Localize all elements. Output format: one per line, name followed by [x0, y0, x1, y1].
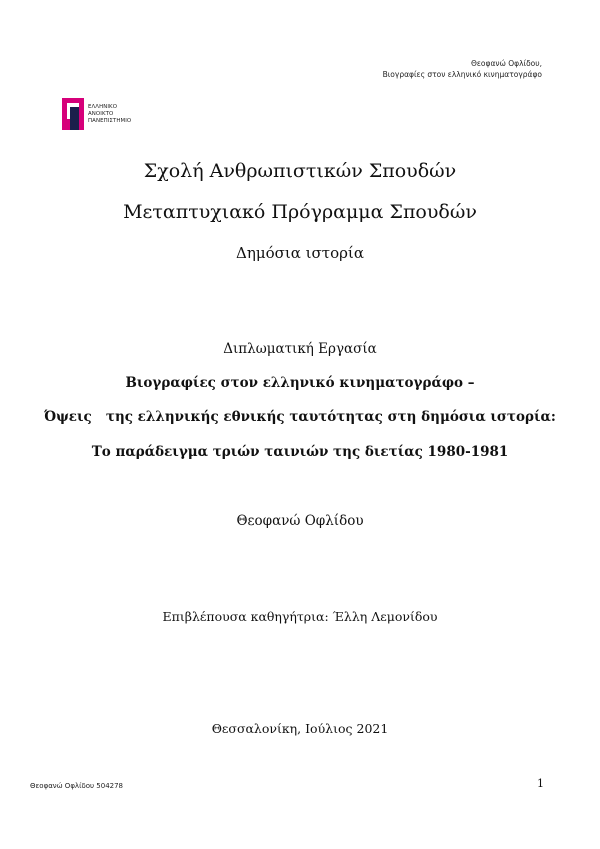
department-name: Δημόσια ιστορία	[236, 244, 364, 262]
header-author: Θεοφανώ Οφλίδου,	[470, 59, 542, 68]
running-header	[383, 58, 542, 80]
page-number: 1	[537, 777, 544, 790]
logo-line: ΑΝΟΙΚΤΟ	[88, 110, 114, 117]
logo-line: ΠΑΝΕΠΙΣΤΗΜΙΟ	[88, 117, 132, 124]
header-title: Βιογραφίες στον ελληνικό κινηματογράφο	[382, 70, 542, 79]
logo-wordmark	[88, 104, 131, 125]
footer-author-id: Θεοφανώ Οφλίδου 504278	[30, 782, 124, 790]
university-logo	[62, 97, 152, 131]
program-name: Μεταπτυχιακό Πρόγραμμα Σπουδών	[123, 201, 477, 223]
logo-emblem-icon	[62, 98, 84, 130]
author-name: Θεοφανώ Οφλίδου	[236, 513, 364, 529]
thesis-title-line: Όψεις της ελληνικής εθνικής ταυτότητας στη δημόσια ιστορία:	[44, 409, 556, 425]
place-date: Θεσσαλονίκη, Ιούλιος 2021	[211, 721, 389, 736]
supervisor: Επιβλέπουσα καθηγήτρια: Έλλη Λεμονίδου	[162, 609, 438, 624]
document-type: Διπλωματική Εργασία	[223, 341, 377, 357]
school-name: Σχολή Ανθρωπιστικών Σπουδών	[143, 160, 457, 182]
logo-line: ΕΛΛΗΝΙΚΟ	[88, 103, 118, 110]
thesis-title-line: Βιογραφίες στον ελληνικό κινηματογράφο –	[125, 375, 475, 391]
thesis-title-line: Το παράδειγμα τριών ταινιών της διετίας 1980-1981	[91, 444, 509, 460]
